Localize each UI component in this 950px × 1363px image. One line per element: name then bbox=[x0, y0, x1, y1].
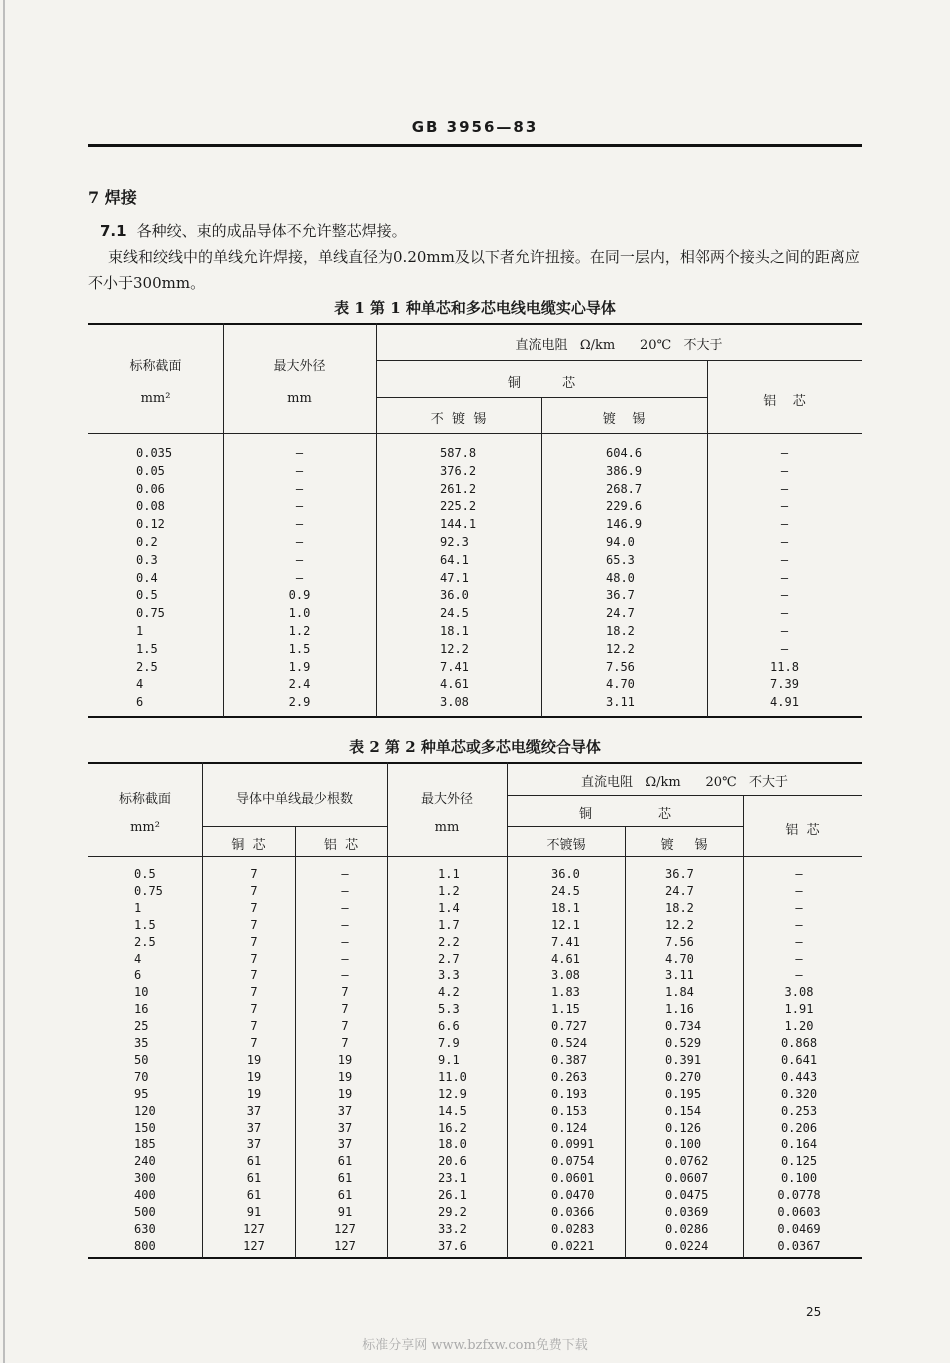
t1-header-untinned: 不 镀 锡 bbox=[430, 412, 487, 427]
table2-cell: 0.126 bbox=[665, 1120, 702, 1135]
table1-cell: 36.0 bbox=[440, 588, 469, 603]
table1-cell: 6 bbox=[136, 695, 144, 710]
table2-cell: 1.5 bbox=[134, 917, 156, 932]
table1-cell: 11.8 bbox=[770, 659, 799, 674]
table2-cell: 7 bbox=[250, 883, 258, 898]
table1-cell: — bbox=[780, 552, 789, 567]
table2-cell: 4.61 bbox=[551, 951, 580, 966]
table2-cell: 5.3 bbox=[438, 1002, 460, 1017]
table1-cell: — bbox=[780, 517, 789, 532]
table2-cell: 0.100 bbox=[780, 1171, 818, 1186]
clause-number: 7.1 bbox=[100, 222, 127, 240]
table2-cell: 0.5 bbox=[134, 867, 156, 881]
table1-cell: 1 bbox=[136, 624, 144, 638]
table2-cell: 61 bbox=[246, 1188, 262, 1203]
table2-cell: 37 bbox=[246, 1120, 262, 1135]
table1-cell: 2.9 bbox=[288, 695, 311, 710]
table2-cell: 127 bbox=[243, 1221, 265, 1236]
table1-cell: 2.5 bbox=[136, 659, 158, 674]
table2-cell: 19 bbox=[246, 1069, 262, 1084]
table2-cell: 0.0286 bbox=[665, 1221, 709, 1236]
table2-cell: 61 bbox=[246, 1171, 262, 1186]
table2-cell: 800 bbox=[134, 1238, 156, 1253]
table2-cell: 4 bbox=[134, 951, 142, 966]
table2-cell: — bbox=[341, 951, 349, 966]
table2-cell: 0.100 bbox=[665, 1137, 702, 1152]
table2-cell: 7 bbox=[250, 900, 258, 915]
table2-cell: 70 bbox=[134, 1069, 149, 1084]
table1-cell: 0.75 bbox=[136, 606, 165, 621]
table2-cell: 37 bbox=[337, 1103, 353, 1118]
table2-cell: 7 bbox=[341, 1019, 349, 1034]
table2-cell: 35 bbox=[134, 1036, 149, 1050]
table1-cell: 1.5 bbox=[136, 641, 158, 656]
table2-cell: 33.2 bbox=[438, 1221, 467, 1236]
table2-cell: 0.0762 bbox=[665, 1154, 709, 1169]
table2-cell: 0.124 bbox=[551, 1120, 588, 1135]
table2-cell: 61 bbox=[246, 1154, 262, 1169]
table2-cell: 26.1 bbox=[438, 1188, 467, 1203]
table2-cell: 0.529 bbox=[665, 1036, 702, 1050]
table2-cell: — bbox=[795, 867, 803, 881]
table2-cell: 19 bbox=[337, 1069, 353, 1084]
table1-cell: 376.2 bbox=[440, 463, 477, 478]
table2-cell: 61 bbox=[337, 1154, 353, 1169]
table1-cell: 4 bbox=[136, 677, 144, 692]
table1-cell: — bbox=[780, 641, 789, 656]
table1-cell: 4.91 bbox=[770, 695, 799, 710]
table1-cell: 94.0 bbox=[606, 535, 635, 549]
table2-cell: 120 bbox=[134, 1103, 156, 1118]
table2-cell: 0.0369 bbox=[665, 1205, 709, 1219]
table1-cell: 7.56 bbox=[606, 659, 635, 674]
table1-cell: 7.39 bbox=[770, 677, 799, 692]
table2-cell: 19 bbox=[337, 1052, 353, 1067]
table1-cell: 0.2 bbox=[136, 535, 158, 549]
table2-cell: 3.08 bbox=[551, 968, 580, 983]
table2-cell: 36.0 bbox=[551, 867, 580, 881]
table2-cell: 18.2 bbox=[665, 900, 694, 915]
table1-cell: 0.4 bbox=[136, 570, 158, 585]
document-code: GB 3956—83 bbox=[411, 118, 539, 136]
table2-cell: 127 bbox=[243, 1238, 265, 1253]
table2-cell: 0.387 bbox=[551, 1052, 588, 1067]
t2-header-resistance: 直流电阻 Ω/km 20℃ 不大于 bbox=[580, 775, 789, 790]
table2-cell: 7 bbox=[341, 1036, 349, 1050]
table1-cell: — bbox=[295, 481, 304, 496]
table2-cell: 3.3 bbox=[438, 968, 460, 983]
table2-cell: 20.6 bbox=[438, 1154, 467, 1169]
table2-cell: 14.5 bbox=[438, 1103, 467, 1118]
t2-header-max-od-unit: mm bbox=[434, 820, 460, 835]
table1-cell: 0.035 bbox=[136, 446, 173, 460]
table2-cell: 7.56 bbox=[665, 934, 694, 949]
table2-cell: 25 bbox=[134, 1019, 149, 1034]
table2-cell: 240 bbox=[134, 1154, 156, 1169]
body-paragraph: 束线和绞线中的单线允许焊接，单线直径为0.20mm及以下者允许扭接。在同一层内，相邻两个接头之间的距离应不小于300mm。 bbox=[88, 248, 860, 292]
table1-cell: — bbox=[780, 624, 789, 638]
table2-cell: 0.0754 bbox=[551, 1154, 595, 1169]
table2-cell: 7 bbox=[250, 968, 258, 983]
table2-cell: 10 bbox=[134, 985, 149, 1000]
table1-cell: 0.06 bbox=[136, 481, 165, 496]
table1-cell: — bbox=[780, 606, 789, 621]
table1-cell: 587.8 bbox=[440, 446, 477, 460]
table1-cell: 12.2 bbox=[606, 641, 635, 656]
table2-cell: 0.0367 bbox=[777, 1238, 821, 1253]
watermark: 标准分享网 www.bzfxw.com免费下载 bbox=[362, 1338, 588, 1353]
table2-cell: 185 bbox=[134, 1137, 156, 1152]
table2-cell: 0.206 bbox=[780, 1120, 818, 1135]
table1-cell: — bbox=[295, 463, 304, 478]
table2-cell: 150 bbox=[134, 1120, 156, 1135]
table2-cell: 0.0607 bbox=[665, 1171, 709, 1186]
table2-cell: 630 bbox=[134, 1221, 156, 1236]
t1-header-aluminum: 铝 芯 bbox=[763, 394, 806, 409]
table2-cell: 0.727 bbox=[551, 1019, 588, 1034]
t1-header-copper: 铜 芯 bbox=[507, 376, 576, 391]
table1-cell: 4.61 bbox=[440, 677, 469, 692]
table1-cell: 3.08 bbox=[440, 695, 469, 710]
table2-cell: 37 bbox=[337, 1120, 353, 1135]
table1-cell: 229.6 bbox=[606, 499, 643, 514]
table2-caption: 表 2 第 2 种单芯或多芯电缆绞合导体 bbox=[349, 738, 601, 756]
table2-cell: 1.91 bbox=[784, 1002, 814, 1017]
table2-cell: 0.0221 bbox=[551, 1238, 595, 1253]
table1-cell: — bbox=[295, 570, 304, 585]
table1-cell: 0.08 bbox=[136, 499, 165, 514]
table2-cell: 0.153 bbox=[551, 1103, 588, 1118]
table2-cell: 91 bbox=[337, 1205, 353, 1219]
table2-cell: — bbox=[795, 968, 803, 983]
table2-cell: 19 bbox=[337, 1086, 353, 1101]
table2-cell: 7 bbox=[341, 1002, 349, 1017]
table1-cell: 12.2 bbox=[440, 641, 469, 656]
t2-header-tinned: 镀 锡 bbox=[660, 838, 708, 853]
table2-cell: 23.1 bbox=[438, 1171, 467, 1186]
table2-cell: 0.734 bbox=[665, 1019, 702, 1034]
table1-cell: 36.7 bbox=[606, 588, 635, 603]
table1-cell: 1.2 bbox=[288, 624, 311, 638]
table2-cell: 0.164 bbox=[780, 1137, 818, 1152]
table1-cell: 1.0 bbox=[288, 606, 311, 621]
table2-cell: 50 bbox=[134, 1052, 149, 1067]
table2-cell: 3.11 bbox=[665, 968, 694, 983]
table2-cell: 1.1 bbox=[438, 867, 460, 881]
table2-cell: 1.7 bbox=[438, 917, 460, 932]
table2-cell: 1.2 bbox=[438, 883, 460, 898]
table1-cell: — bbox=[780, 588, 789, 603]
table2-cell: 400 bbox=[134, 1188, 156, 1203]
header-rule bbox=[88, 144, 862, 147]
table2-cell: 7 bbox=[250, 985, 258, 1000]
table2-cell: 0.641 bbox=[780, 1052, 818, 1067]
table1-cell: 2.4 bbox=[288, 677, 311, 692]
t1-header-resistance: 直流电阻 Ω/km 20℃ 不大于 bbox=[515, 338, 723, 353]
table2-cell: — bbox=[795, 900, 803, 915]
table2-cell: 2.7 bbox=[438, 951, 460, 966]
table2-cell: 12.9 bbox=[438, 1086, 467, 1101]
table2-cell: 6 bbox=[134, 968, 142, 983]
table1-cell: 261.2 bbox=[440, 481, 477, 496]
table1-cell: 24.5 bbox=[440, 606, 469, 621]
table2-cell: 7 bbox=[250, 934, 258, 949]
table2-cell: 7.41 bbox=[551, 934, 580, 949]
table2-cell: 0.0366 bbox=[551, 1205, 595, 1219]
table2-cell: 0.0470 bbox=[551, 1188, 595, 1203]
table2-cell: 61 bbox=[337, 1188, 353, 1203]
table1-cell: 65.3 bbox=[606, 552, 635, 567]
table2-cell: 0.868 bbox=[780, 1036, 818, 1050]
table2-cell: 0.0283 bbox=[551, 1221, 595, 1236]
table2-cell: 7 bbox=[250, 867, 258, 881]
table2-cell: — bbox=[341, 900, 349, 915]
table2-cell: 0.0469 bbox=[777, 1221, 821, 1236]
table2-cell: 0.0778 bbox=[777, 1188, 821, 1203]
table2-cell: 12.1 bbox=[551, 917, 580, 932]
table2-cell: — bbox=[341, 917, 349, 932]
table2-cell: 37 bbox=[337, 1137, 353, 1152]
table2-cell: 0.263 bbox=[551, 1069, 588, 1084]
t2-header-max-od: 最大外径 bbox=[420, 792, 473, 807]
table1-cell: — bbox=[295, 535, 304, 549]
table2-cell: 0.524 bbox=[551, 1036, 588, 1050]
table1-cell: 144.1 bbox=[440, 517, 477, 532]
table2-cell: 29.2 bbox=[438, 1205, 467, 1219]
table2-cell: 0.0603 bbox=[777, 1205, 821, 1219]
table2-cell: 6.6 bbox=[438, 1019, 460, 1034]
table2-cell: — bbox=[341, 867, 349, 881]
table1-cell: 0.9 bbox=[288, 588, 311, 603]
table1-cell: 386.9 bbox=[606, 463, 643, 478]
clause-7-1 bbox=[100, 220, 407, 241]
table2-cell: 0.320 bbox=[780, 1086, 818, 1101]
table2-cell: 37 bbox=[246, 1103, 262, 1118]
table2-cell: 0.391 bbox=[665, 1052, 702, 1067]
table2-cell: — bbox=[795, 951, 803, 966]
table2-cell: 1.16 bbox=[665, 1002, 694, 1017]
table1-cell: 18.2 bbox=[606, 624, 635, 638]
table2-cell: 0.0224 bbox=[665, 1238, 709, 1253]
t2-header-section: 标称截面 bbox=[118, 792, 171, 807]
table2-cell: 300 bbox=[134, 1171, 156, 1186]
table2-cell: 95 bbox=[134, 1086, 149, 1101]
table2-cell: 37 bbox=[246, 1137, 262, 1152]
table1-cell: 1.5 bbox=[288, 641, 311, 656]
table2-cell: 7 bbox=[250, 917, 258, 932]
table2-cell: 7.9 bbox=[438, 1036, 460, 1050]
table2-cell: 61 bbox=[337, 1171, 353, 1186]
table1-cell: — bbox=[295, 517, 304, 532]
table2-cell: 7 bbox=[250, 951, 258, 966]
table2-cell: 0.125 bbox=[780, 1154, 818, 1169]
table2-cell: 1.15 bbox=[551, 1002, 580, 1017]
table2-cell: 37.6 bbox=[438, 1238, 467, 1253]
table1-cell: — bbox=[295, 499, 304, 514]
table1-cell: 24.7 bbox=[606, 606, 635, 621]
table2-cell: 127 bbox=[334, 1238, 356, 1253]
table1-cell: — bbox=[780, 499, 789, 514]
table1-cell: 604.6 bbox=[606, 446, 643, 460]
t2-header-untinned: 不镀锡 bbox=[546, 838, 586, 853]
table2-cell: 0.193 bbox=[551, 1086, 588, 1101]
table2-cell: 0.0991 bbox=[551, 1137, 595, 1152]
table1-cell: — bbox=[780, 481, 789, 496]
table1-cell: 146.9 bbox=[606, 517, 643, 532]
t2-header-al-core: 铝 芯 bbox=[323, 838, 359, 853]
table1-cell: — bbox=[780, 570, 789, 585]
table2-cell: 24.5 bbox=[551, 883, 580, 898]
table1-cell: 0.5 bbox=[136, 588, 158, 603]
table2-cell: 0.253 bbox=[780, 1103, 818, 1118]
table2-cell: 91 bbox=[246, 1205, 262, 1219]
table2-cell: 19 bbox=[246, 1086, 262, 1101]
table1-cell: 0.05 bbox=[136, 463, 165, 478]
table2-cell: — bbox=[795, 883, 803, 898]
table1-cell: 48.0 bbox=[606, 570, 635, 585]
t1-header-section: 标称截面 bbox=[129, 359, 182, 374]
table2-cell: 1 bbox=[134, 900, 142, 915]
table2-cell: 0.270 bbox=[665, 1069, 702, 1084]
table2-cell: 0.0601 bbox=[551, 1171, 595, 1186]
t1-header-max-od: 最大外径 bbox=[273, 359, 326, 374]
table2-cell: 16.2 bbox=[438, 1120, 467, 1135]
table2-cell: 18.0 bbox=[438, 1137, 467, 1152]
t1-header-section-unit: mm² bbox=[140, 391, 171, 406]
table2-cell: 4.2 bbox=[438, 985, 460, 1000]
t1-header-tinned: 镀 锡 bbox=[602, 412, 646, 427]
section-heading: 7 焊接 bbox=[88, 188, 137, 207]
table2-cell: 7 bbox=[250, 1002, 258, 1017]
t1-header-max-od-unit: mm bbox=[287, 391, 312, 406]
table1-cell: 0.3 bbox=[136, 552, 158, 567]
t2-header-cu-core: 铜 芯 bbox=[231, 838, 266, 853]
table1-cell: — bbox=[780, 446, 789, 460]
table2-cell: 18.1 bbox=[551, 900, 580, 915]
table2-cell: 2.2 bbox=[438, 934, 460, 949]
table1-cell: — bbox=[295, 446, 304, 460]
table2-cell: 1.20 bbox=[784, 1019, 814, 1034]
table2-cell: 0.154 bbox=[665, 1103, 702, 1118]
table1-cell: 268.7 bbox=[606, 481, 643, 496]
table1-cell: — bbox=[295, 552, 304, 567]
table1-cell: — bbox=[780, 463, 789, 478]
table2-cell: — bbox=[341, 934, 349, 949]
table2-cell: 3.08 bbox=[784, 985, 814, 1000]
clause-text: 各种绞、束的成品导体不允许整芯焊接。 bbox=[136, 222, 407, 240]
page-number: 25 bbox=[806, 1305, 822, 1319]
table1-cell: 225.2 bbox=[440, 499, 477, 514]
table1-cell: 4.70 bbox=[606, 677, 635, 692]
table2-cell: — bbox=[795, 934, 803, 949]
t2-header-copper: 铜 芯 bbox=[578, 807, 672, 822]
t2-header-aluminum: 铝 芯 bbox=[785, 823, 820, 838]
table1-cell: 64.1 bbox=[440, 552, 469, 567]
table1-cell: 92.3 bbox=[440, 535, 469, 549]
table2-cell: 7 bbox=[250, 1019, 258, 1034]
table2-cell: — bbox=[341, 968, 349, 983]
table1-cell: 18.1 bbox=[440, 624, 469, 638]
table1-cell: 7.41 bbox=[440, 659, 469, 674]
table2-cell: 9.1 bbox=[438, 1052, 460, 1067]
table1-cell: — bbox=[780, 535, 789, 549]
table2-cell: 7 bbox=[250, 1036, 258, 1050]
table2-cell: 0.195 bbox=[665, 1086, 702, 1101]
table2-cell: 1.83 bbox=[551, 985, 580, 1000]
table2-cell: 7 bbox=[341, 985, 349, 1000]
table2-cell: 127 bbox=[334, 1221, 356, 1236]
table2-cell: 16 bbox=[134, 1002, 149, 1017]
table1-cell: 0.12 bbox=[136, 517, 165, 532]
table2-cell: 36.7 bbox=[665, 867, 694, 881]
scan-edge bbox=[3, 0, 5, 1363]
table1-cell: 47.1 bbox=[440, 570, 469, 585]
table2-cell: 0.0475 bbox=[665, 1188, 709, 1203]
table1-cell: 3.11 bbox=[606, 695, 635, 710]
table2-cell: 0.75 bbox=[134, 883, 163, 898]
t2-header-section-unit: mm² bbox=[130, 820, 160, 835]
table2-cell: 500 bbox=[134, 1205, 156, 1219]
table2-cell: 0.443 bbox=[780, 1069, 818, 1084]
t2-header-min-wires: 导体中单线最少根数 bbox=[235, 792, 353, 807]
table2-cell: 24.7 bbox=[665, 883, 694, 898]
table2-cell: 19 bbox=[246, 1052, 262, 1067]
table2-cell: 2.5 bbox=[134, 934, 156, 949]
table2-cell: 11.0 bbox=[438, 1069, 467, 1084]
table2-cell: 4.70 bbox=[665, 951, 694, 966]
table2-cell: 1.4 bbox=[438, 900, 460, 915]
table2-cell: — bbox=[341, 883, 349, 898]
table2-cell: 12.2 bbox=[665, 917, 694, 932]
table2-cell: — bbox=[795, 917, 803, 932]
table1-cell: 1.9 bbox=[288, 659, 311, 674]
table2-cell: 1.84 bbox=[665, 985, 694, 1000]
table1-caption: 表 1 第 1 种单芯和多芯电线电缆实心导体 bbox=[334, 299, 616, 317]
